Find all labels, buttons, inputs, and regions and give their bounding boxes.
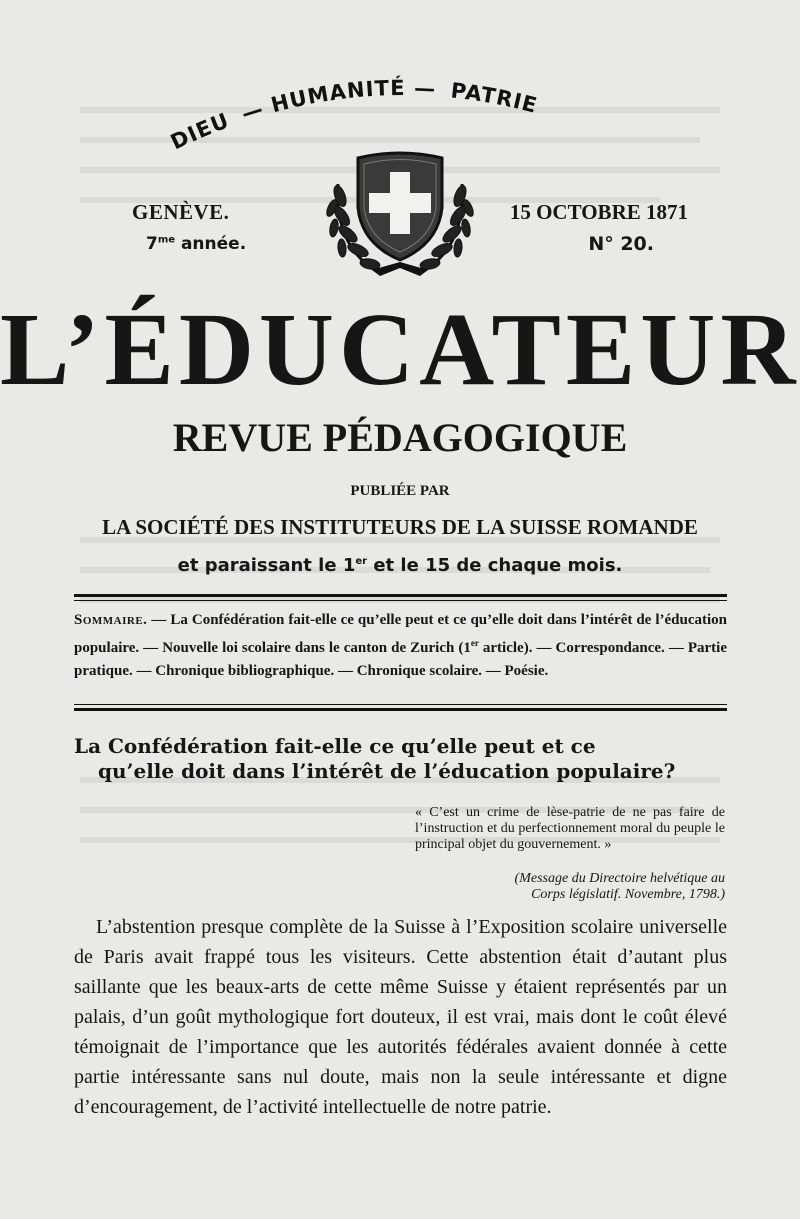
issue-number: N° 20. — [588, 233, 654, 255]
year-word: année. — [175, 234, 247, 254]
motto-text — [167, 75, 540, 154]
divider-bottom-thin — [74, 704, 727, 705]
summary-label: Sommaire. — [74, 612, 148, 628]
motto-left: DIEU — [166, 108, 233, 155]
divider-top-thin — [74, 600, 727, 601]
epigraph-source-line-2: Corps législatif. Novembre, 1798.) — [531, 887, 725, 902]
epigraph-source-line-1: (Message du Directoire helvétique au — [514, 871, 725, 886]
schedule-after: et le 15 de chaque mois. — [367, 555, 623, 576]
summary-text-2: article). — Correspondance. — Partie pratique. — Chronique bibliographique. — Chronique scolaire. — Poésie. — [74, 640, 728, 679]
article-heading-line-1: La Confédération fait-elle ce qu’elle peut et ce — [74, 734, 596, 758]
schedule-before: et paraissant le 1 — [177, 555, 356, 576]
article-body-text: L’abstention presque complète de la Suisse à l’Exposition scolaire universelle de Paris avait frappé tous les visiteurs. Cette abstention était d’autant plus saillante que les beaux-arts de cette même Suisse y étaient représentés par un palais, d’un goût mythologique fort douteux, il est vrai, mais dont le coût élevé témoignait de l’importance que les autorités fédérales avaient donnée à cette partie intéressante sans nul doute, mais non la seule intéressante et digne d’encouragement, de l’activité intellectuelle de notre patrie. — [74, 916, 727, 1118]
publication-year-volume — [146, 234, 246, 254]
table-of-contents — [74, 609, 727, 683]
year-ordinal: me — [157, 234, 176, 246]
published-by: PUBLIÉE PAR — [350, 483, 450, 499]
schedule-sup: er — [355, 556, 368, 567]
issue-date: 15 OCTOBRE 1871 — [509, 200, 688, 224]
epigraph-quote: « C’est un crime de lèse-patrie de ne pas faire de l’instruction et du perfectionnement moral du peuple le principal objet du gouvernement. » — [415, 805, 725, 852]
masthead-motto — [0, 0, 800, 160]
divider-bottom-thick — [74, 708, 727, 711]
journal-subtitle: REVUE PÉDAGOGIQUE — [172, 415, 628, 460]
summary-sup: er — [470, 638, 479, 648]
epigraph-source — [415, 871, 725, 903]
place-of-publication: GENÈVE. — [132, 200, 230, 224]
publisher-society: LA SOCIÉTÉ DES INSTITUTEURS DE LA SUISSE ROMANDE — [102, 515, 698, 539]
article-heading — [74, 734, 730, 784]
divider-top-thick — [74, 594, 727, 597]
motto-right: PATRIE — [449, 78, 541, 118]
swiss-shield-emblem-icon — [320, 148, 480, 280]
year-number: 7 — [146, 234, 158, 254]
publication-schedule — [0, 555, 800, 576]
article-body — [74, 912, 727, 1122]
summary-text-1: — La Confédération fait-elle ce qu’elle peut et ce qu’elle doit dans l’intérêt de l’éducation populaire. — Nouvelle loi scolaire dans le canton de Zurich (1 — [74, 612, 727, 656]
article-heading-line-2: qu’elle doit dans l’intérêt de l’éducation populaire? — [98, 759, 676, 783]
journal-title: L’ÉDUCATEUR — [0, 292, 800, 407]
motto-middle: — HUMANITÉ — — [238, 75, 437, 127]
